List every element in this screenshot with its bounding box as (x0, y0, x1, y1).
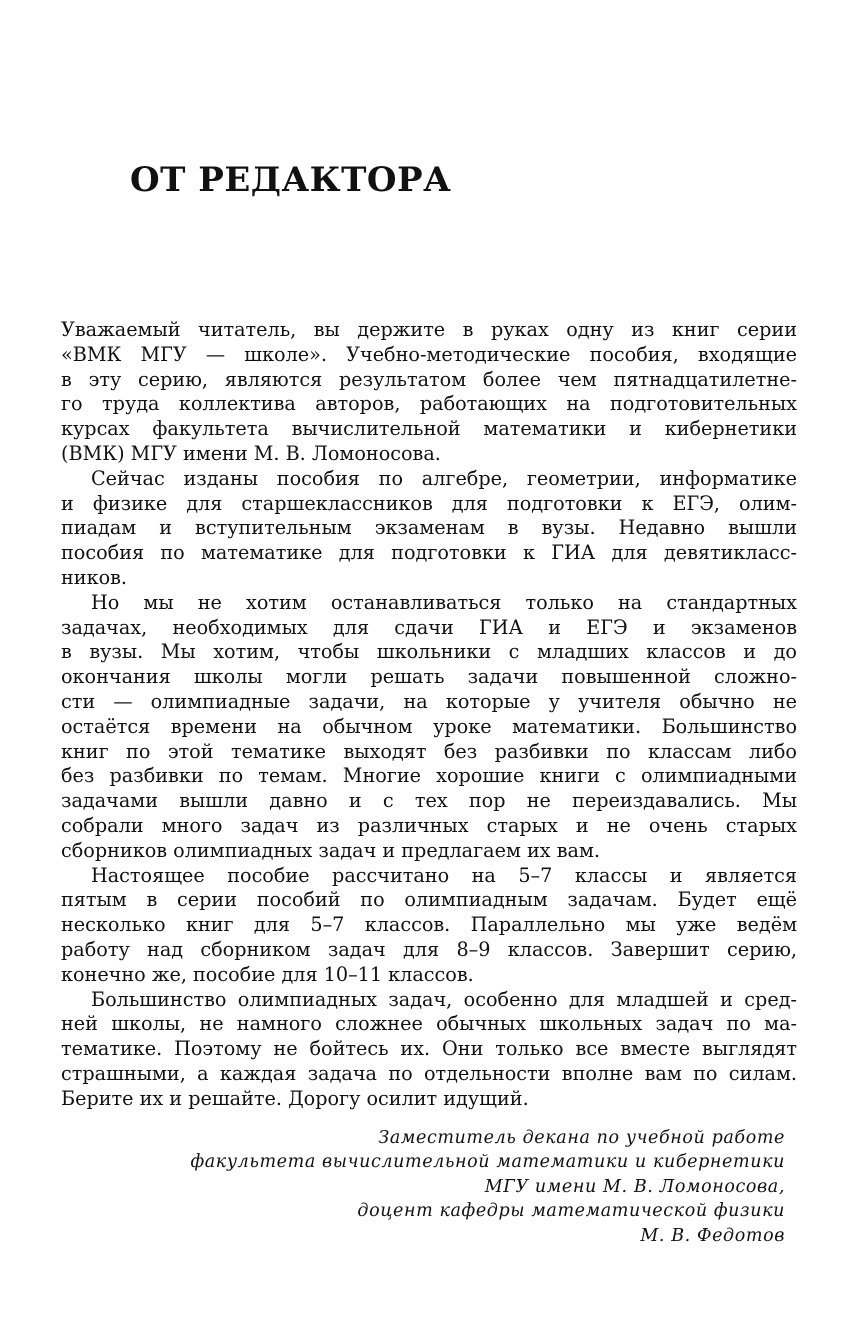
text-line: окончания школы могли решать задачи повышенной сложно- (61, 665, 797, 689)
text-line: тематике. Поэтому не бойтесь их. Они только все вместе выглядят (61, 1037, 797, 1061)
text-line: ней школы, не намного сложнее обычных школьных задач по ма- (61, 1012, 797, 1036)
text-line: Но мы не хотим останавливаться только на стандартных (91, 590, 797, 614)
text-line: собрали много задач из различных старых и не очень старых (61, 813, 797, 837)
text-line: работу над сборником задач для 8–9 классов. Завершит серию, (61, 937, 797, 961)
text-line: сти — олимпиадные задачи, на которые у учителя обычно не (61, 689, 797, 713)
text-line: конечно же, пособие для 10–11 классов. (61, 962, 474, 986)
text-line: Большинство олимпиадных задач, особенно для младшей и сред- (91, 987, 797, 1011)
signature-line: Заместитель декана по учебной работе (378, 1128, 785, 1148)
text-line: «ВМК МГУ — школе». Учебно-методические пособия, входящие (61, 342, 797, 366)
text-line: несколько книг для 5–7 классов. Параллельно мы уже ведём (61, 913, 797, 937)
text-line: и физике для старшеклассников для подготовки к ЕГЭ, олим- (61, 491, 797, 515)
text-line: Сейчас изданы пособия по алгебре, геометрии, информатике (91, 466, 797, 490)
text-line: го труда коллектива авторов, работающих на подготовительных (61, 392, 797, 416)
text-line: Настоящее пособие рассчитано на 5–7 классы и является (91, 863, 797, 887)
signature-line: МГУ имени М. В. Ломоносова, (484, 1176, 785, 1197)
text-line: курсах факультета вычислительной математики и кибернетики (61, 417, 797, 441)
text-line: ников. (61, 565, 128, 589)
text-line: книг по этой тематике выходят без разбивки по классам либо (61, 739, 797, 763)
text-line: в эту серию, являются результатом более чем пятнадцатилетне- (61, 367, 797, 391)
text-line: пятым в серии пособий по олимпиадным задачам. Будет ещё (61, 888, 797, 912)
text-line: в вузы. Мы хотим, чтобы школьники с младших классов и до (61, 640, 797, 664)
signature-line: факультета вычислительной математики и кибернетики (190, 1152, 785, 1173)
text-line: задачами вышли давно и с тех пор не переиздавались. Мы (61, 789, 797, 813)
signature-line: М. В. Федотов (640, 1225, 785, 1246)
text-line: сборников олимпиадных задач и предлагаем их вам. (61, 838, 600, 862)
body-text (61, 318, 797, 1112)
text-line: Уважаемый читатель, вы держите в руках одну из книг серии (61, 318, 797, 341)
text-line: пособия по математике для подготовки к ГИА для девятикласс- (61, 541, 797, 565)
editor-signature (65, 1126, 785, 1248)
page-title: ОТ РЕДАКТОРА (130, 160, 452, 200)
text-line: без разбивки по темам. Многие хорошие книги с олимпиадными (61, 764, 797, 788)
text-line: Берите их и решайте. Дорогу осилит идущий. (61, 1086, 529, 1110)
text-line: задачах, необходимых для сдачи ГИА и ЕГЭ и экзаменов (61, 615, 797, 639)
text-line: пиадам и вступительным экзаменам в вузы. Недавно вышли (61, 516, 797, 540)
text-line: (ВМК) МГУ имени М. В. Ломоносова. (61, 441, 441, 465)
signature-line: доцент кафедры математической физики (357, 1201, 785, 1222)
text-line: остаётся времени на обычном уроке математики. Большинство (61, 714, 797, 738)
text-line: страшными, а каждая задача по отдельности вполне вам по силам. (61, 1061, 797, 1085)
